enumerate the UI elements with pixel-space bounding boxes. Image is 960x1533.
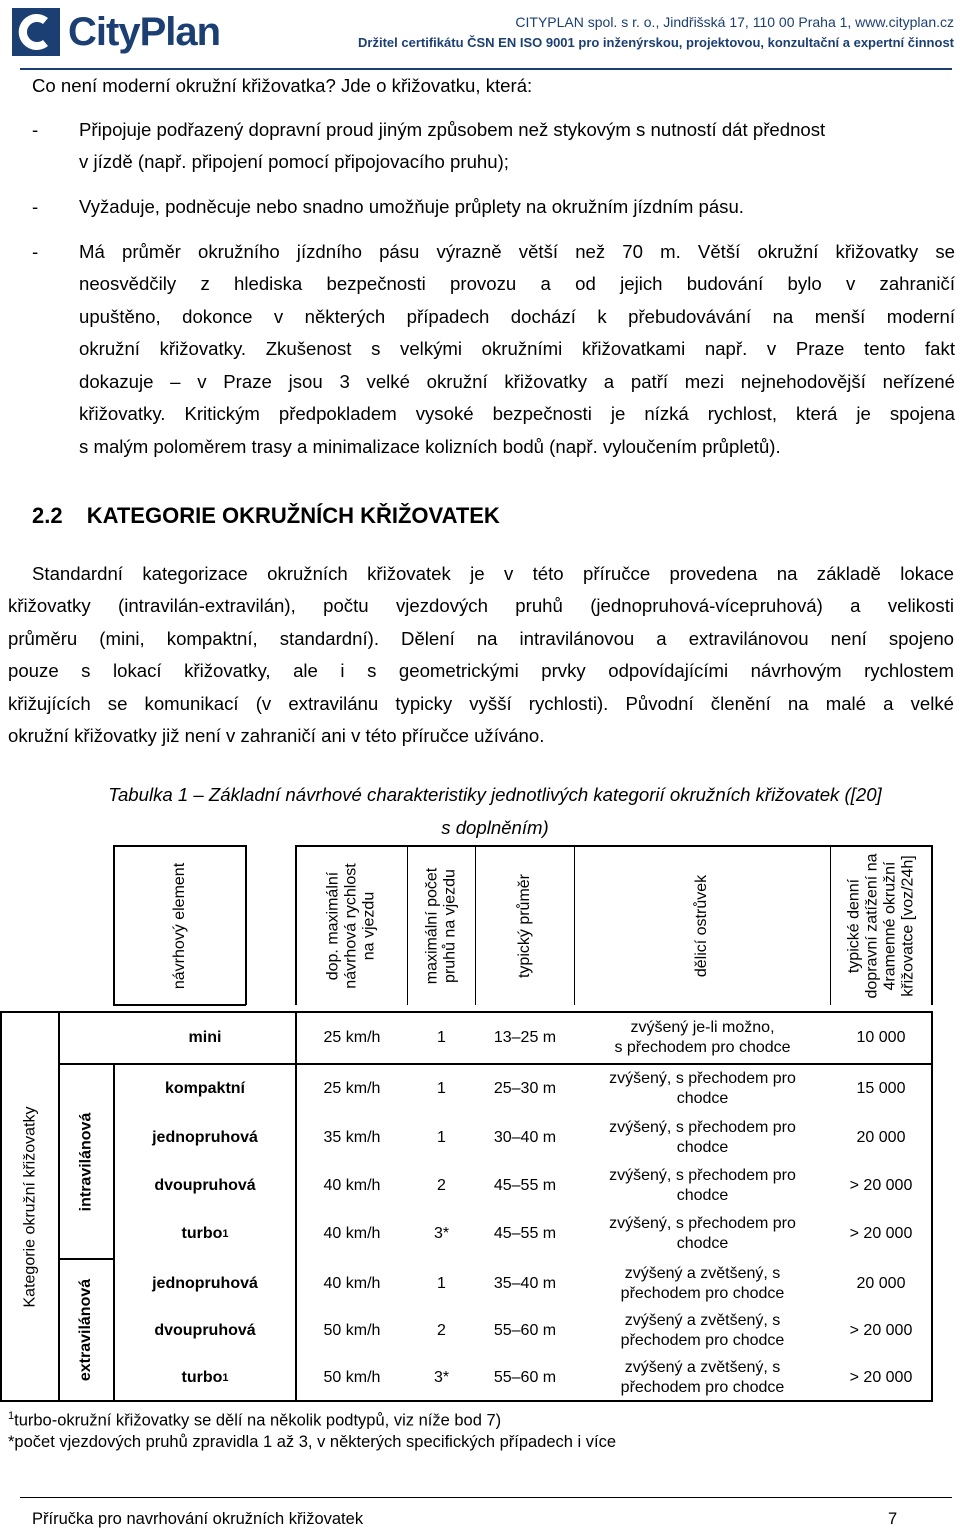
paragraph-line: okružní křižovatky již není v zahraničí ani v této příručce užíváno. bbox=[8, 725, 545, 746]
island-line: zvýšený, s přechodem pro bbox=[609, 1118, 796, 1136]
island-line: přechodem pro chodce bbox=[620, 1284, 785, 1302]
cell-island bbox=[575, 1355, 830, 1400]
cell-name: dvoupruhová bbox=[154, 1322, 256, 1339]
cell-traffic: > 20 000 bbox=[849, 1368, 913, 1386]
cell-name: turbo 1 bbox=[181, 1368, 229, 1386]
paragraph-line: Standardní kategorizace okružních křižovatek je v této příručce provedena na základě lokace bbox=[32, 563, 954, 584]
cell-diameter: 25–30 m bbox=[493, 1080, 557, 1097]
section-title: KATEGORIE OKRUŽNÍCH KŘIŽOVATEK bbox=[86, 503, 500, 528]
header-diameter: typický průměr bbox=[516, 873, 533, 978]
cell-traffic: 10 000 bbox=[856, 1029, 906, 1046]
company-address: CITYPLAN spol. s r. o., Jindřišská 17, 110 00 Praha 1, www.cityplan.cz bbox=[515, 14, 954, 30]
bullet-1-line1: Připojuje podřazený dopravní proud jiným způsobem než stykovým s nutností dát přednost bbox=[79, 119, 826, 140]
cell-diameter: 13–25 m bbox=[493, 1029, 557, 1046]
cell-name: jednopruhová bbox=[152, 1128, 258, 1146]
cell-diameter: 45–55 m bbox=[493, 1177, 557, 1194]
cell-lanes: 1 bbox=[437, 1029, 446, 1046]
cell-island bbox=[575, 1065, 830, 1113]
footnote-turbo bbox=[8, 1404, 501, 1433]
cell-diameter: 45–55 m bbox=[493, 1225, 557, 1242]
certificate-line: Držitel certifikátu ČSN EN ISO 9001 pro inženýrskou, projektovou, konzultační a expertní činnost bbox=[358, 35, 954, 50]
cell-lanes: 1 bbox=[437, 1080, 446, 1097]
island-line: zvýšený, s přechodem pro bbox=[609, 1070, 796, 1087]
caption-line: Tabulka 1 – Základní návrhové charakteristiky jednotlivých kategorií okružních křižovatek ([20] bbox=[108, 784, 882, 805]
island-line: s přechodem pro chodce bbox=[614, 1039, 791, 1056]
island-line: zvýšený a zvětšený, s bbox=[624, 1264, 781, 1282]
cell-name: turbo 1 bbox=[181, 1225, 229, 1242]
bullet-1-line2: v jízdě (např. připojení pomocí připojovacího pruhu); bbox=[79, 151, 509, 172]
bullet-3-line: křižovatky. Kritickým předpokladem vysoké bezpečnosti je nízká rychlost, která je spojena bbox=[79, 403, 955, 424]
paragraph-line: pouze s lokací křižovatky, ale i s geometrickými prvky odpovídajícími návrhovým rychlostem bbox=[8, 660, 954, 681]
cell-speed: 40 km/h bbox=[323, 1274, 381, 1292]
bullet-3-line: neosvědčily z hlediska bezpečnosti provozu a od jejich budování bylo v zahraničí bbox=[79, 273, 955, 294]
island-line: zvýšený, s přechodem pro bbox=[609, 1215, 796, 1232]
cell-diameter: 35–40 m bbox=[493, 1274, 557, 1292]
intro-text: Co není moderní okružní křižovatka? Jde o křižovatku, která: bbox=[32, 75, 533, 96]
cell-traffic: > 20 000 bbox=[849, 1177, 913, 1194]
cell-name: jednopruhová bbox=[152, 1274, 258, 1292]
bullet-marker: - bbox=[32, 119, 39, 140]
bullet-3-line: Má průměr okružního jízdního pásu výrazně větší než 70 m. Větší okružní křižovatky se bbox=[79, 241, 955, 262]
cityplan-logo-icon bbox=[12, 8, 60, 56]
bullet-marker: - bbox=[32, 196, 39, 217]
paragraph-line: průměru (mini, kompaktní, standardní). Dělení na intravilánovou a extravilánovou není spojeno bbox=[8, 628, 954, 649]
island-line: zvýšený a zvětšený, s bbox=[624, 1358, 781, 1376]
cell-island bbox=[575, 1210, 830, 1258]
header-lanes: maximální počet pruhů na vjezdu bbox=[423, 867, 459, 984]
island-line: přechodem pro chodce bbox=[620, 1378, 785, 1396]
cell-lanes: 2 bbox=[437, 1177, 446, 1194]
island-line: chodce bbox=[676, 1138, 729, 1156]
island-line: přechodem pro chodce bbox=[620, 1332, 785, 1349]
footnote-text: turbo-okružní křižovatky se dělí na několik podtypů, viz níže bod 7) bbox=[14, 1411, 502, 1430]
header-speed: dop. maximální návrhová rychlost na vjezdu bbox=[325, 862, 379, 989]
cell-speed: 35 km/h bbox=[323, 1128, 381, 1146]
island-line: zvýšený, s přechodem pro bbox=[609, 1167, 796, 1184]
bullet-3-line: dokazuje – v Praze jsou 3 velké okružní křižovatky a patří mezi nejnehodovější neřízené bbox=[79, 371, 955, 392]
cell-speed: 50 km/h bbox=[323, 1322, 381, 1339]
footer-title: Příručka pro navrhování okružních křižovatek bbox=[32, 1510, 364, 1528]
cell-name: mini bbox=[188, 1029, 222, 1046]
bullet-3-line: okružní křižovatky. Zkušenost s velkými okružními křižovatkami např. v Praze tento fakt bbox=[79, 338, 955, 359]
cell-speed: 25 km/h bbox=[323, 1080, 381, 1097]
cell-island bbox=[575, 1162, 830, 1210]
cell-island bbox=[575, 1113, 830, 1162]
cell-diameter: 30–40 m bbox=[493, 1128, 557, 1146]
cell-traffic: 15 000 bbox=[856, 1080, 906, 1097]
header-traffic: typické denní dopravní zatížení na 4ramenné okružní křižovatce [voz/24h] bbox=[845, 853, 917, 998]
footnote-marker: 1 bbox=[8, 1410, 15, 1422]
island-line: zvýšený a zvětšený, s bbox=[624, 1312, 781, 1329]
company-logo bbox=[12, 8, 220, 56]
cell-name: kompaktní bbox=[164, 1080, 245, 1097]
paragraph-line: křižovatky (intravilán-extravilán), počtu vjezdových pruhů (jednopruhová-vícepruhová) a velikosti bbox=[8, 595, 954, 616]
caption-line: s doplněním) bbox=[441, 816, 549, 838]
cell-name: dvoupruhová bbox=[154, 1177, 256, 1194]
cell-traffic: > 20 000 bbox=[849, 1225, 913, 1242]
section-number: 2.2 bbox=[32, 503, 63, 528]
bullet-marker: - bbox=[32, 241, 39, 262]
cell-lanes: 1 bbox=[437, 1128, 446, 1146]
island-line: chodce bbox=[676, 1235, 729, 1252]
cell-diameter: 55–60 m bbox=[493, 1322, 557, 1339]
island-line: zvýšený je-li možno, bbox=[630, 1019, 775, 1036]
side-label-category: Kategorie okružní křižovatky bbox=[21, 1106, 39, 1307]
cell-speed: 40 km/h bbox=[323, 1177, 381, 1194]
page-number: 7 bbox=[888, 1510, 898, 1528]
table-caption bbox=[30, 779, 960, 844]
brand-name: CityPlan bbox=[68, 9, 221, 54]
island-line: chodce bbox=[676, 1090, 729, 1107]
cell-island bbox=[575, 1307, 830, 1355]
cell-island bbox=[575, 1013, 830, 1063]
group-label-extravilan: extravilánová bbox=[77, 1278, 95, 1382]
bullet-3-line: upuštěno, dokonce v některých případech dochází k přebudovávání na menší moderní bbox=[79, 306, 955, 327]
cell-traffic: 20 000 bbox=[856, 1274, 906, 1292]
footer-divider bbox=[20, 1497, 952, 1498]
cell-diameter: 55–60 m bbox=[493, 1368, 557, 1386]
cell-speed: 40 km/h bbox=[323, 1225, 381, 1242]
cell-lanes: 1 bbox=[437, 1274, 446, 1292]
bullet-3-line: s malým poloměrem trasy a minimalizace kolizních bodů (např. vyloučením průpletů). bbox=[79, 436, 781, 457]
bullet-2-text: Vyžaduje, podněcuje nebo snadno umožňuje průplety na okružním jízdním pásu. bbox=[79, 196, 744, 217]
footnote-lanes: *počet vjezdových pruhů zpravidla 1 až 3, v některých specifických případech i více bbox=[8, 1433, 617, 1451]
cell-lanes: 3* bbox=[433, 1225, 450, 1242]
group-label-intravilan: intravilánová bbox=[77, 1112, 95, 1211]
header-island: dělicí ostrůvek bbox=[693, 874, 711, 977]
cell-speed: 50 km/h bbox=[323, 1368, 381, 1386]
cell-lanes: 3* bbox=[433, 1368, 450, 1386]
header-design-element: návrhový element bbox=[170, 862, 188, 989]
cell-speed: 25 km/h bbox=[323, 1029, 381, 1046]
paragraph-line: křižujících se komunikací (v extravilánu typicky vyšší rychlosti). Původní členění na malé a velké bbox=[8, 693, 954, 714]
cell-traffic: 20 000 bbox=[856, 1128, 906, 1146]
island-line: chodce bbox=[676, 1187, 729, 1204]
section-heading bbox=[32, 500, 500, 532]
cell-traffic: > 20 000 bbox=[849, 1322, 913, 1339]
cell-island bbox=[575, 1260, 830, 1307]
cell-lanes: 2 bbox=[437, 1322, 446, 1339]
